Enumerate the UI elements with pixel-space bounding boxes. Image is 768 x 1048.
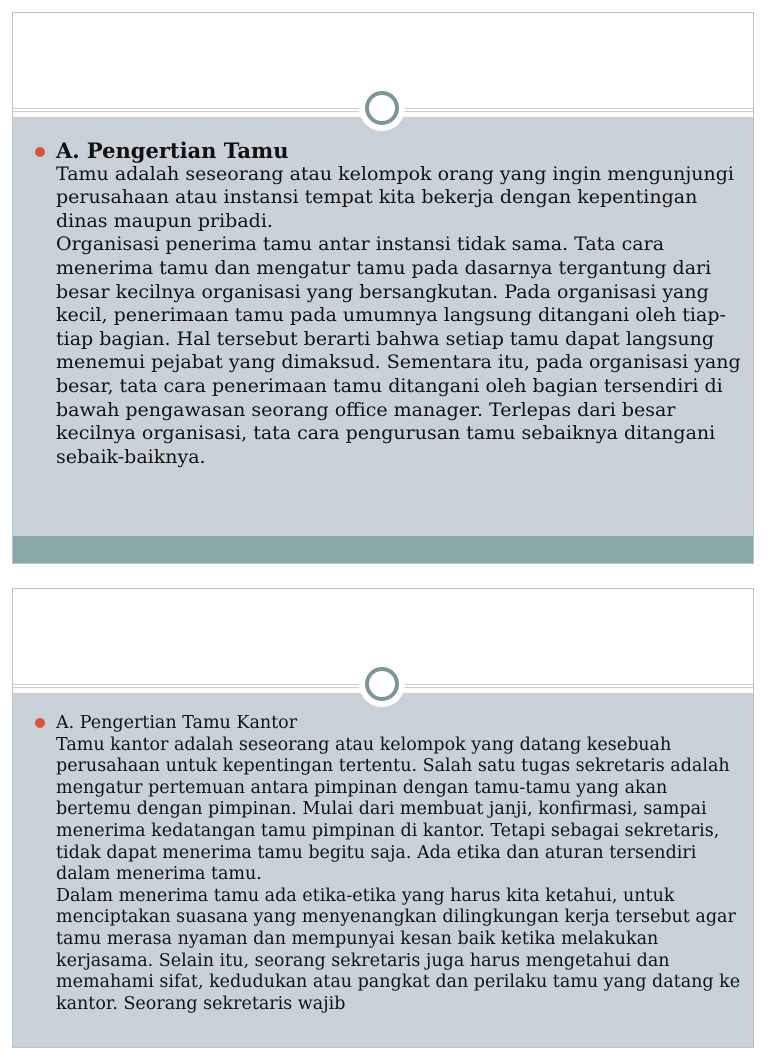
- paragraph: Tamu kantor adalah seseorang atau kelompok yang datang kesebuah perusahaan untuk kepentingan tertentu. Salah satu tugas sekretaris adalah mengatur pertemuan antara pimpinan dengan tamu-tamu yang akan bertemu dengan pimpinan. Mulai dari membuat janji, konfirmasi, sampai menerima kedatangan tamu pimpinan di kantor. Tetapi sebagai sekretaris, tidak dapat menerima tamu begitu saja. Ada etika dan aturan tersendiri dalam menerima tamu.: [56, 734, 736, 885]
- paragraph: Dalam menerima tamu ada etika-etika yang harus kita ketahui, untuk menciptakan suasana yang menyenangkan dilingkungan kerja tersebut agar tamu merasa nyaman dan mempunyai kesan baik ketika melakukan kerjasama. Selain itu, seorang sekretaris juga harus mengetahui dan memahami sifat, kedudukan atau pangkat dan perilaku tamu yang datang ke kantor. Seorang sekretaris wajib: [56, 885, 746, 1014]
- text-block: [56, 139, 746, 469]
- slide-2: [12, 588, 754, 1048]
- circle-ornament-icon: [359, 85, 405, 131]
- slide-content: [13, 117, 753, 537]
- paragraph: Tamu adalah seseorang atau kelompok orang yang ingin mengunjungi perusahaan atau instansi tempat kita bekerja dengan kepentingan dinas maupun pribadi.: [56, 162, 741, 232]
- paragraph: Organisasi penerima tamu antar instansi tidak sama. Tata cara menerima tamu dan mengatur tamu pada dasarnya tergantung dari besar kecilnya organisasi yang bersangkutan. Pada organisasi yang kecil, penerimaan tamu pada umumnya langsung ditangani oleh tiap-tiap bagian. Hal tersebut berarti bahwa setiap tamu dapat langsung menemui pejabat yang dimaksud. Sementara itu, pada organisasi yang besar, tata cara penerimaan tamu ditangani oleh bagian tersendiri di bawah pengawasan seorang office manager. Terlepas dari besar kecilnya organisasi, tata cara pengurusan tamu sebaiknya ditangani sebaik-baiknya.: [56, 233, 747, 468]
- text-block: [56, 713, 746, 1015]
- circle-ornament-icon: [359, 661, 405, 707]
- section-heading: A. Pengertian Tamu: [56, 138, 289, 163]
- bullet-dot-icon: [35, 147, 45, 157]
- footer-band: [13, 536, 753, 563]
- slide-content: [13, 693, 753, 1047]
- bullet-dot-icon: [35, 718, 45, 728]
- slide-1: [12, 12, 754, 564]
- section-heading: A. Pengertian Tamu Kantor: [56, 713, 298, 733]
